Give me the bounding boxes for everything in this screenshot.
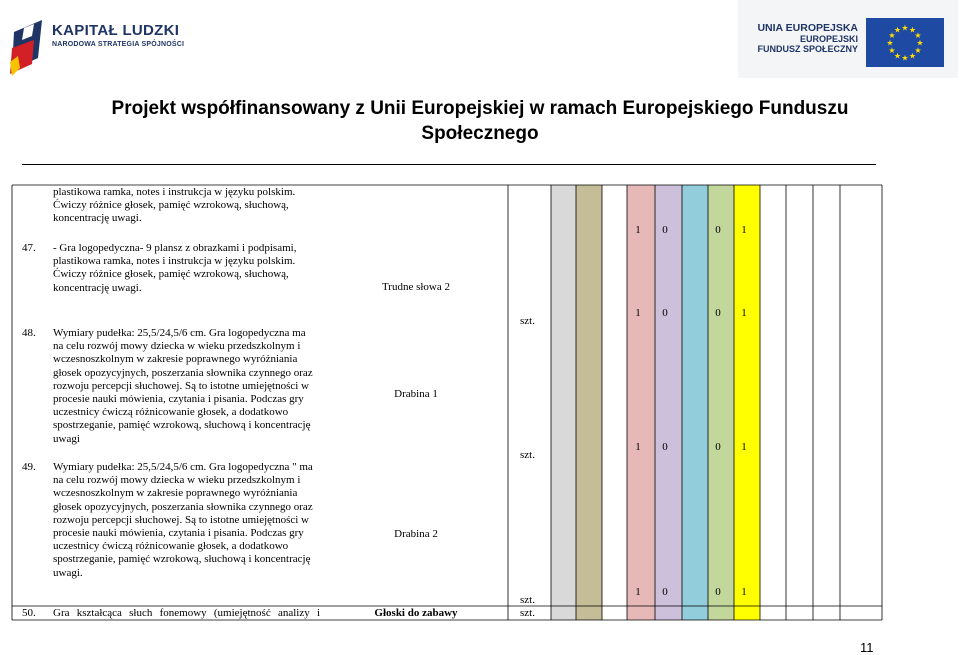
project-title-line1: Projekt współfinansowany z Unii Europejskiej w ramach Europejskiego Funduszu — [111, 98, 849, 119]
col-lavender — [655, 185, 682, 620]
eu-star-icon: ★ — [901, 53, 909, 63]
eu-star-icon: ★ — [908, 51, 917, 61]
eu-star-icon: ★ — [893, 25, 902, 35]
eu-star-icon: ★ — [901, 23, 909, 33]
row-48-unit: szt. — [520, 449, 535, 461]
row-0-desc-line: plastikowa ramka, notes i instrukcja w języku polskim. — [53, 186, 296, 198]
row-47-desc-line: plastikowa ramka, notes i instrukcja w języku polskim. — [53, 255, 296, 268]
row-47-qty-3: 0 — [715, 307, 721, 319]
row-48-desc-line: uwagi — [53, 432, 80, 445]
eu-logo-line2: EUROPEJSKI — [799, 34, 858, 44]
col-teal — [682, 185, 708, 620]
row-48-description — [53, 327, 320, 446]
eu-star-icon: ★ — [914, 31, 922, 40]
row-48-qty-3: 0 — [715, 441, 721, 453]
row-49-desc-line: uwagi. — [53, 566, 83, 579]
eu-star-icon: ★ — [886, 38, 894, 48]
col-olive — [576, 185, 602, 620]
row-48-desc-line: wczesnoszkolnym w zakresie poprawnego wyróżniania — [53, 353, 298, 366]
row-0-qty-3: 0 — [715, 224, 721, 236]
eu-logo-line3: FUNDUSZ SPOŁECZNY — [757, 44, 858, 54]
row-49-name: Drabina 2 — [394, 528, 438, 540]
row-0-desc-line: koncentrację uwagi. — [53, 212, 142, 225]
eu-logo-line1: UNIA EUROPEJSKA — [757, 22, 858, 34]
eu-star-icon: ★ — [914, 46, 922, 55]
row-0-qty-2: 0 — [662, 224, 668, 236]
row-50-description — [53, 607, 320, 620]
row-48-desc-line: uczestnicy ćwiczą różnicowanie głosek, a dodatkowo — [53, 406, 289, 419]
eu-star-icon: ★ — [888, 46, 896, 55]
col-yellow — [734, 185, 760, 620]
row-47-name: Trudne słowa 2 — [381, 281, 451, 293]
row-49-desc-line: wczesnoszkolnym w zakresie poprawnego wyróżniania — [53, 487, 298, 500]
col-green — [708, 185, 734, 620]
row-48-qty-4: 1 — [741, 441, 747, 453]
row-47-desc-line: koncentrację uwagi. — [53, 281, 142, 294]
row-48-desc-line: na celu rozwój mowy dziecka w wieku przedszkolnym i — [53, 340, 301, 353]
row-47-desc-line: - Gra logopedyczna- 9 plansz z obrazkami i podpisami, — [53, 242, 297, 254]
eu-star-icon: ★ — [893, 51, 902, 61]
row-49-desc-line: uczestnicy ćwiczą różnicowanie głosek, a dodatkowo — [53, 540, 289, 553]
row-47-unit: szt. — [520, 315, 535, 327]
row-47-description — [53, 242, 320, 295]
kapital-ludzki-subtitle: NARODOWA STRATEGIA SPÓJNOŚCI — [52, 41, 185, 48]
row-50-unit: szt. — [520, 607, 535, 619]
col-pink — [627, 185, 655, 620]
row-49-desc-line: procesie nauki mówienia, czytania i pisania. Podczas gry — [53, 527, 304, 540]
row-49-qty-2: 0 — [662, 586, 668, 598]
eu-star-icon: ★ — [888, 31, 896, 40]
eu-star-icon: ★ — [916, 38, 924, 48]
col-gray — [551, 185, 576, 620]
row-48-qty-1: 1 — [635, 441, 641, 453]
row-47-number: 47. — [22, 242, 36, 254]
row-48-desc-line: głosek opozycyjnych, poszerzania słownika czynnego oraz — [53, 366, 313, 379]
row-48-qty-2: 0 — [662, 441, 668, 453]
row-0-qty-4: 1 — [741, 224, 747, 236]
row-0-desc-line: Ćwiczy różnice głosek, pamięć wzrokową, słuchową, — [53, 199, 289, 212]
row-50-number: 50. — [22, 607, 36, 619]
row-49-number: 49. — [22, 461, 36, 473]
row-49-unit: szt. — [520, 594, 535, 606]
row-49-desc-line: głosek opozycyjnych, poszerzania słownika czynnego oraz — [53, 500, 313, 513]
row-48-desc-line: spostrzeganie, pamięć wzrokową, słuchową i koncentrację — [53, 419, 311, 432]
row-49-desc-line: na celu rozwój mowy dziecka w wieku przedszkolnym i — [53, 474, 301, 487]
row-48-desc-line: Wymiary pudełka: 25,5/24,5/6 cm. Gra logopedyczna ma — [53, 327, 306, 339]
row-47-desc-line: Ćwiczy różnice głosek, pamięć wzrokową, słuchową, — [53, 268, 289, 281]
row-50-name: Głoski do zabawy — [374, 607, 458, 619]
row-49-desc-line: rozwoju percepcji słuchowej. Są to istotne umiejętności w — [53, 513, 309, 526]
project-title-line2: Społecznego — [421, 123, 539, 144]
row-48-desc-line: procesie nauki mówienia, czytania i pisania. Podczas gry — [53, 393, 304, 406]
row-49-desc-line: Wymiary pudełka: 25,5/24,5/6 cm. Gra logopedyczna " ma — [53, 461, 313, 473]
row-49-qty-1: 1 — [635, 586, 641, 598]
page-number: 11 — [860, 640, 874, 655]
row-49-description — [53, 461, 320, 580]
row-49-qty-3: 0 — [715, 586, 721, 598]
row-49-qty-4: 1 — [741, 586, 747, 598]
row-0-description — [53, 186, 320, 226]
row-48-name: Drabina 1 — [394, 388, 438, 400]
row-47-qty-1: 1 — [635, 307, 641, 319]
row-47-qty-2: 0 — [662, 307, 668, 319]
eu-star-icon: ★ — [908, 25, 917, 35]
row-0-qty-1: 1 — [635, 224, 641, 236]
row-48-desc-line: rozwoju percepcji słuchowej. Są to istotne umiejętności w — [53, 379, 309, 392]
row-50-desc-line: Gra kształcąca słuch fonemowy (umiejętność analizy i — [53, 607, 320, 619]
row-49-desc-line: spostrzeganie, pamięć wzrokową, słuchową i koncentrację — [53, 553, 311, 566]
row-47-qty-4: 1 — [741, 307, 747, 319]
kapital-ludzki-title: KAPITAŁ LUDZKI — [52, 22, 180, 39]
row-48-number: 48. — [22, 327, 36, 339]
